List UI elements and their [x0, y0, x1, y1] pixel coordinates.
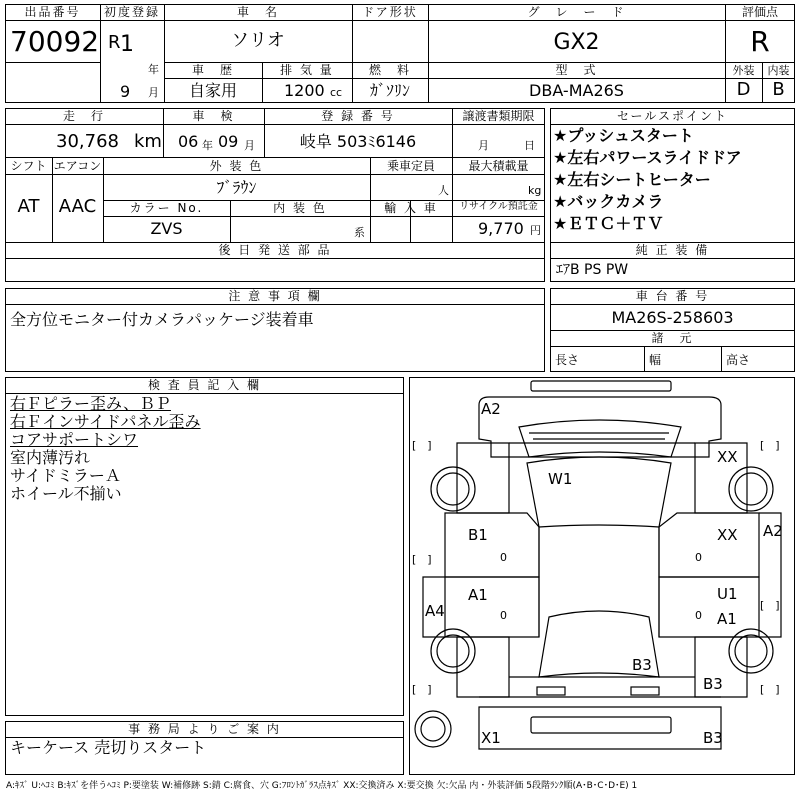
damage-mark: B3: [632, 656, 652, 674]
inspect-year-unit: 年: [202, 139, 213, 152]
model-label: 型 式: [555, 63, 598, 77]
fuel-label: 燃 料: [368, 63, 411, 77]
mileage-label: 走 行: [62, 109, 105, 123]
disp-label: 排 気 量: [280, 63, 334, 77]
equipment-label: 純 正 装 備: [635, 243, 710, 257]
list-item: ★ＥＴＣ＋ＴＶ: [553, 214, 664, 233]
reg-month: 9: [120, 82, 131, 101]
inspect-label: 車 検: [192, 109, 235, 123]
office-value: キーケース 売切りスタート: [10, 738, 207, 757]
plate-label: 登 録 番 号: [321, 109, 395, 123]
bracket-mark: [ ]: [760, 599, 780, 612]
grade-value: GX2: [553, 30, 600, 55]
damage-mark: W1: [548, 470, 573, 488]
recycle-label: リサイクル預託金: [459, 201, 538, 212]
list-item: ★プッシュスタート: [553, 126, 694, 145]
load-unit: kg: [528, 184, 542, 197]
int-label: 内装: [767, 64, 790, 77]
plate-value: 岐阜 503ﾐ6146: [299, 132, 417, 151]
inspector-notes: [10, 396, 201, 504]
damage-mark: B3: [703, 675, 723, 693]
reg-era: R: [108, 32, 121, 53]
shift-value: AT: [17, 196, 40, 217]
transfer-day-unit: 日: [524, 139, 535, 152]
bracket-mark: [ ]: [760, 439, 780, 452]
load-label: 最大積載量: [468, 159, 529, 173]
reg-month-unit: 月: [148, 86, 159, 99]
door-label: ドア形状: [362, 5, 418, 19]
car-name: ソリオ: [231, 30, 285, 51]
score-value: R: [750, 25, 770, 58]
height-label: 高さ: [726, 353, 751, 367]
legend: A:ｷｽﾞ U:ﾍｺﾐ B:ｷｽﾞを伴うﾍｺﾐ P:要塗装 W:補修跡 S:錆 C:腐食、穴 G:ﾌﾛﾝﾄｶﾞﾗｽ点ｷｽﾞ XX:交換済み X:要交換 欠:欠品 内・外装評価 5段階ﾗﾝｸ順(A･B･C･D･E) 1: [6, 781, 638, 791]
damage-mark: XX: [717, 526, 738, 544]
name-label: 車 名: [236, 5, 279, 19]
inspect-month: 09: [218, 132, 239, 151]
damage-mark: XX: [717, 448, 738, 466]
list-item: ★左右パワースライドドア: [553, 148, 742, 167]
disp-value: 1200: [284, 81, 325, 100]
sales-points-list: [553, 128, 742, 238]
ext-value: D: [736, 79, 751, 100]
damage-mark: X1: [481, 729, 501, 747]
list-item: サイドミラーＡ: [10, 466, 121, 485]
disp-unit: cc: [330, 86, 343, 99]
length-label: 長さ: [555, 353, 580, 367]
dims-label: 諸 元: [651, 331, 694, 345]
list-item: 室内薄汚れ: [10, 448, 91, 467]
equipment-value: ｴｱB PS PW: [556, 262, 629, 278]
color-value: ﾌﾞﾗｳﾝ: [216, 178, 257, 197]
transfer-label: 譲渡書類期限: [462, 109, 535, 123]
int-value: B: [772, 79, 785, 100]
notes-label: 注 意 事 項 欄: [228, 289, 322, 303]
bracket-mark: [ ]: [412, 553, 432, 566]
list-item: ★バックカメラ: [553, 192, 664, 211]
ac-label: エアコン: [53, 159, 102, 173]
lot-number: 70092: [10, 25, 100, 58]
damage-mark: U1: [717, 585, 738, 603]
color-no-value: ZVS: [150, 219, 183, 238]
chassis-label: 車 台 番 号: [635, 289, 710, 303]
bracket-mark: [ ]: [412, 439, 432, 452]
damage-mark: B3: [703, 729, 723, 747]
damage-mark: A2: [481, 400, 501, 418]
zero-mark: 0: [500, 609, 507, 622]
bracket-mark: [ ]: [412, 683, 432, 696]
reg-year: 1: [120, 32, 134, 57]
car-outline: [409, 377, 795, 775]
list-item: コアサポートシワ: [10, 430, 139, 449]
damage-mark: A1: [468, 586, 488, 604]
zero-mark: 0: [500, 551, 507, 564]
shift-label: シフト: [10, 159, 47, 173]
bracket-mark: [ ]: [760, 683, 780, 696]
inspect-month-unit: 月: [244, 139, 255, 152]
list-item: 右Ｆインサイドパネル歪み: [10, 412, 201, 431]
damage-mark: A2: [763, 522, 783, 540]
int-color-label: 内 装 色: [273, 201, 327, 215]
damage-mark: A4: [425, 602, 445, 620]
history-value: 自家用: [188, 81, 237, 100]
ac-value: AAC: [58, 196, 97, 217]
list-item: 右Ｆピラー歪み、ＢＰ: [10, 394, 171, 413]
transfer-month-unit: 月: [478, 139, 489, 152]
zero-mark: 0: [695, 551, 702, 564]
inspect-year: 06: [178, 132, 199, 151]
score-label: 評価点: [741, 5, 778, 19]
seats-label: 乗車定員: [386, 159, 435, 173]
mileage-unit: km: [134, 131, 162, 152]
damage-mark: A1: [717, 610, 737, 628]
reg-year-unit: 年: [148, 63, 159, 76]
damage-mark: B1: [468, 526, 488, 544]
list-item: ★左右シートヒーター: [553, 170, 711, 189]
list-item: ホイール不揃い: [10, 484, 122, 503]
recycle-unit: 円: [530, 224, 541, 237]
detail-block: [5, 108, 545, 243]
color-no-label: カラー No.: [129, 201, 204, 215]
seats-unit: 人: [438, 184, 449, 197]
zero-mark: 0: [695, 609, 702, 622]
later-parts-label: 後 日 発 送 部 品: [218, 243, 332, 257]
ext-label: 外装: [732, 64, 755, 77]
chassis-value: MA26S-258603: [611, 308, 734, 327]
reg-label: 初度登録: [103, 5, 160, 19]
mileage-value: 30,768: [56, 131, 119, 152]
inspector-label: 検 査 員 記 入 欄: [147, 378, 262, 392]
history-label: 車 歴: [191, 63, 234, 77]
import-label: 輸 入 車: [384, 201, 438, 215]
notes-value: 全方位モニター付カメラパッケージ装着車: [10, 310, 314, 329]
int-color-unit: 系: [354, 226, 365, 239]
sales-points-label: セールスポイント: [617, 109, 728, 123]
grade-label: グ レ ー ド: [527, 5, 626, 19]
width-label: 幅: [649, 353, 662, 367]
fuel-value: ｶﾞｿﾘﾝ: [369, 81, 410, 100]
office-label: 事 務 局 よ り ご 案 内: [128, 722, 281, 736]
color-label: 外 装 色: [209, 159, 264, 173]
lot-label: 出品番号: [24, 5, 81, 19]
recycle-value: 9,770: [478, 219, 524, 238]
model-value: DBA-MA26S: [529, 81, 624, 100]
